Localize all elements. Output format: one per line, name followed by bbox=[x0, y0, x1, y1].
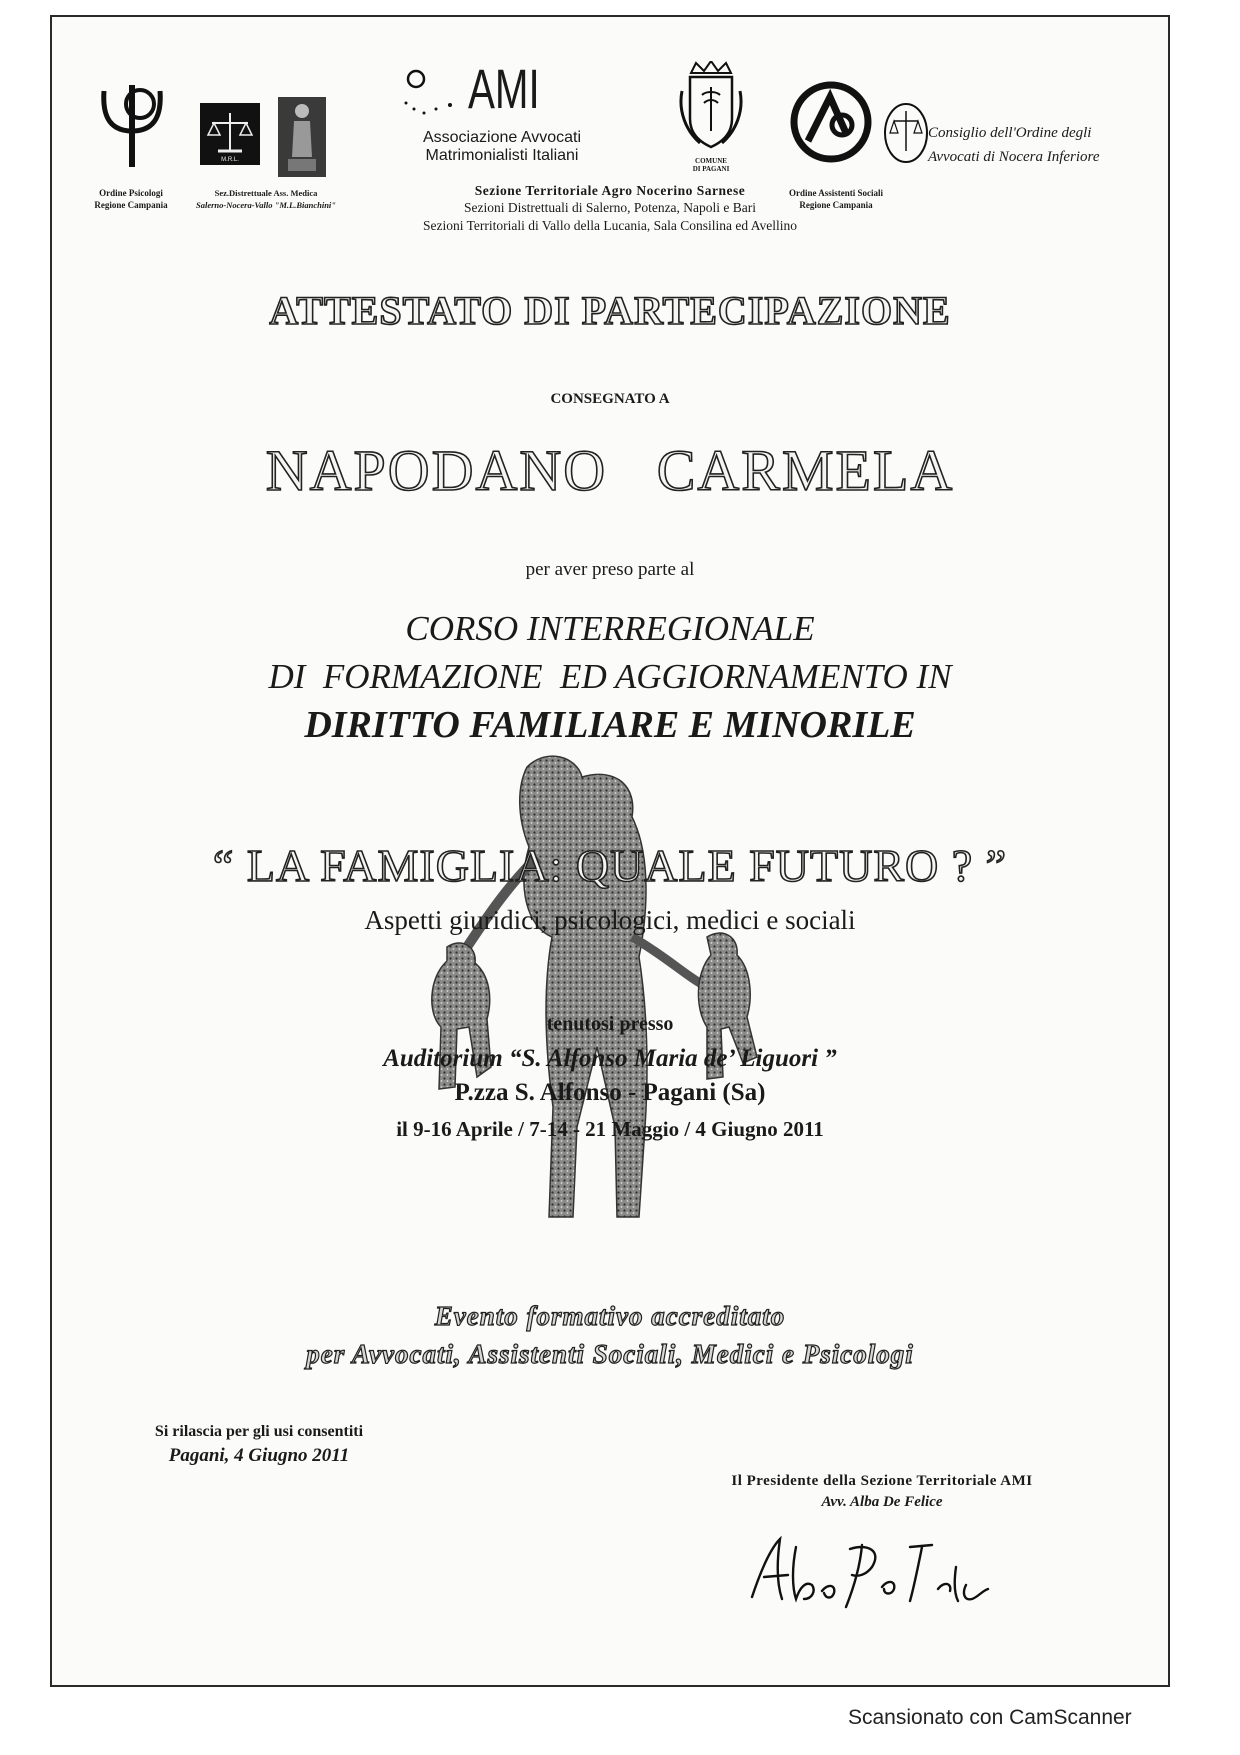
sezione-territoriale: Sezione Territoriale Agro Nocerino Sarnese bbox=[474, 183, 746, 198]
president-name: Avv. Alba De Felice bbox=[821, 1494, 943, 1510]
president-block bbox=[652, 1473, 1112, 1511]
accredited-line-1: Evento formativo accreditato bbox=[434, 1301, 786, 1331]
scales-logo-icon bbox=[200, 103, 260, 165]
president-signature bbox=[742, 1527, 1002, 1617]
event-theme: “ LA FAMIGLIA: QUALE FUTURO ? ” bbox=[212, 840, 1008, 891]
certificate-page bbox=[50, 15, 1170, 1687]
event-dates: il 9-16 Aprile / 7-14 - 21 Maggio / 4 Giugno 2011 bbox=[396, 1117, 824, 1141]
consiglio-caption: Consiglio dell'Ordine degli Avvocati di Nocera Inferiore bbox=[928, 125, 1100, 165]
svg-text:M.R.L.: M.R.L. bbox=[221, 157, 239, 163]
ami-name: Associazione Avvocati Matrimonialisti Italiani bbox=[422, 129, 581, 164]
psicologi-caption: Ordine Psicologi Regione Campania bbox=[94, 188, 168, 210]
family-silhouette-illustration bbox=[377, 747, 797, 1237]
sezioni-territoriali: Sezioni Territoriali di Vallo della Lucania, Sala Consilina ed Avellino bbox=[423, 218, 797, 233]
course-line-1: CORSO INTERREGIONALE bbox=[405, 609, 815, 648]
assistenti-sociali-logo-icon bbox=[790, 81, 872, 163]
recipient-name: NAPODANO CARMELA bbox=[265, 438, 955, 503]
release-note: Si rilascia per gli usi consentiti bbox=[154, 1423, 364, 1440]
comune-caption: COMUNE DI PAGANI bbox=[692, 157, 730, 173]
venue-address: P.zza S. Alfonso - Pagani (Sa) bbox=[454, 1079, 766, 1106]
place-date: Pagani, 4 Giugno 2011 bbox=[168, 1445, 350, 1466]
sez-distrettuale-caption: Sez.Distrettuale Ass. Medica Salerno-Nocera-Vallo "M.L.Bianchini" bbox=[195, 188, 337, 210]
sezioni-distrettuali: Sezioni Distrettuali di Salerno, Potenza, Napoli e Bari bbox=[463, 200, 757, 215]
venue-intro: tenutosi presso bbox=[546, 1013, 674, 1035]
camscanner-label: Scansionato con CamScanner bbox=[848, 1706, 1132, 1729]
course-line-3: DIRITTO FAMILIARE E MINORILE bbox=[304, 704, 916, 746]
course-line-2: DI FORMAZIONE ED AGGIORNAMENTO IN bbox=[268, 657, 952, 696]
psi-logo-icon bbox=[92, 79, 172, 169]
intro-text: per aver preso parte al bbox=[525, 559, 695, 580]
president-title: Il Presidente della Sezione Territoriale AMI bbox=[731, 1473, 1033, 1489]
consiglio-ordine-logo-icon bbox=[882, 101, 930, 165]
comune-crest-icon bbox=[676, 61, 746, 161]
accredited-line-2: per Avvocati, Assistenti Sociali, Medici e Psicologi bbox=[306, 1339, 914, 1369]
event-subtitle: Aspetti giuridici, psicologici, medici e sociali bbox=[364, 905, 856, 935]
ami-mark: AMI bbox=[468, 57, 540, 120]
assistenti-caption: Ordine Assistenti Sociali Regione Campania bbox=[788, 188, 883, 210]
release-block bbox=[104, 1423, 414, 1467]
venue-name: Auditorium “S. Alfonso Maria de’ Liguori ” bbox=[383, 1045, 837, 1072]
statue-logo-icon bbox=[278, 97, 326, 177]
consegnato-label: CONSEGNATO A bbox=[550, 391, 670, 407]
certificate-title: ATTESTATO DI PARTECIPAZIONE bbox=[269, 288, 951, 333]
